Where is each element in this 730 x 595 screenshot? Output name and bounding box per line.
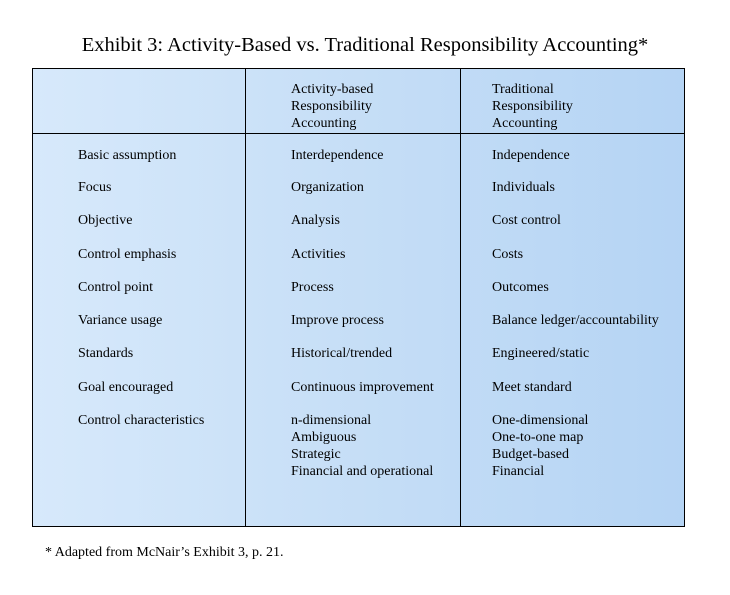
row-activity-based-value: Organization [291,180,364,195]
row-traditional-value: Costs [492,247,524,262]
value-line: One-to-one map [492,430,584,445]
row-activity-based-value [291,412,433,480]
row-label: Control point [78,280,154,295]
row-label: Focus [78,180,112,195]
header-traditional-line-3: Accounting [492,116,558,131]
row-activity-based-value: Improve process [291,313,384,328]
value-line: Ambiguous [291,430,357,445]
row-traditional-value: Meet standard [492,380,572,395]
exhibit-title: Exhibit 3: Activity-Based vs. Traditional Responsibility Accounting* [81,34,649,56]
row-traditional-value: Outcomes [492,280,549,295]
header-activity-based-line-3: Accounting [291,116,357,131]
row-traditional-value: Cost control [492,213,561,228]
row-label: Control characteristics [78,413,205,428]
row-traditional-value: Balance ledger/accountability [492,313,659,328]
row-activity-based-value: Activities [291,247,346,262]
header-divider [33,133,684,134]
header-activity-based-line-1: Activity-based [291,82,374,97]
value-line: Strategic [291,447,341,462]
row-activity-based-value: Historical/trended [291,346,393,361]
row-label: Goal encouraged [78,380,174,395]
value-line: Budget-based [492,447,569,462]
row-label: Variance usage [78,313,163,328]
row-activity-based-value: Process [291,280,334,295]
value-line: Financial [492,464,545,479]
row-traditional-value: Individuals [492,180,555,195]
header-traditional [492,81,573,132]
row-activity-based-value: Continuous improvement [291,380,434,395]
header-traditional-line-2: Responsibility [492,99,573,114]
footnote: * Adapted from McNair’s Exhibit 3, p. 21. [45,545,284,560]
row-activity-based-value: Analysis [291,213,340,228]
row-label: Control emphasis [78,247,177,262]
value-line: n-dimensional [291,413,372,428]
value-line: One-dimensional [492,413,589,428]
row-label: Standards [78,346,134,361]
row-label: Objective [78,213,133,228]
row-traditional-value: Engineered/static [492,346,590,361]
row-traditional-value [492,412,588,480]
header-activity-based [291,81,373,132]
row-activity-based-value: Interdependence [291,148,384,163]
column-divider-1 [245,69,246,526]
header-traditional-line-1: Traditional [492,82,554,97]
value-line: Financial and operational [291,464,434,479]
header-activity-based-line-2: Responsibility [291,99,372,114]
comparison-table [32,68,685,527]
row-label: Basic assumption [78,148,177,163]
column-divider-2 [460,69,461,526]
row-traditional-value: Independence [492,148,570,163]
